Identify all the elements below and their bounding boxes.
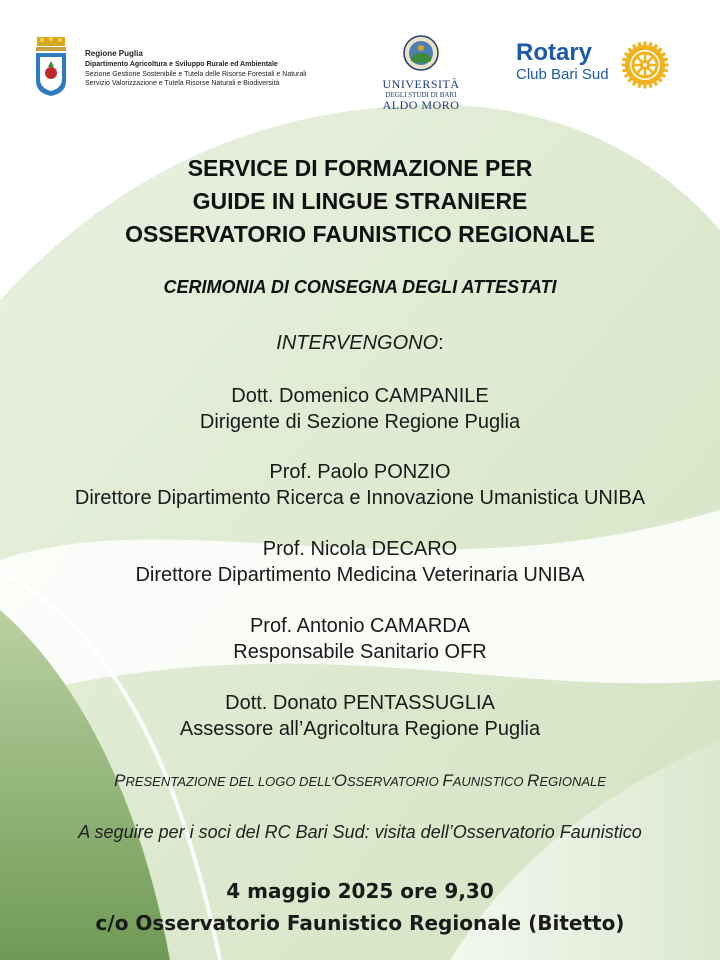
university-logo <box>372 35 470 111</box>
org-name: Regione Puglia <box>85 49 143 58</box>
rotary-logo <box>516 40 676 84</box>
ceremony-subtitle: CERIMONIA DI CONSEGNA DEGLI ATTESTATI <box>163 277 557 297</box>
title-line2: GUIDE IN LINGUE STRANIERE <box>192 188 528 214</box>
speaker-name: Dott. Domenico CAMPANILE <box>231 385 489 407</box>
section-name: Sezione Gestione Sostenibile e Tutela delle Risorse Forestali e Naturali <box>85 70 307 78</box>
logo-presentation: PRESENTAZIONE DEL LOGO DELL’OSSERVATORIO FAUNISTICO REGIONALE <box>114 771 606 790</box>
speaker-role: Dirigente di Sezione Regione Puglia <box>199 411 521 433</box>
speaker-4 <box>0 613 720 665</box>
event-date: 4 maggio 2025 ore 9,30 <box>226 879 494 903</box>
intervengono-colon: : <box>438 332 444 354</box>
speaker-name: Prof. Paolo PONZIO <box>269 461 451 483</box>
speaker-name: Dott. Donato PENTASSUGLIA <box>225 692 495 714</box>
university-line2: DEGLI STUDI DI BARI <box>385 91 457 99</box>
rotary-wheel-tooth <box>664 64 669 67</box>
speaker-2 <box>0 459 720 511</box>
speaker-name: Prof. Antonio CAMARDA <box>249 615 471 637</box>
rotary-wheel-tooth <box>644 42 647 47</box>
rotary-wheel-tooth <box>622 64 627 67</box>
speaker-role: Assessore all’Agricoltura Regione Puglia <box>179 718 541 740</box>
speaker-role: Responsabile Sanitario OFR <box>233 641 487 663</box>
title-line3: OSSERVATORIO FAUNISTICO REGIONALE <box>125 221 595 247</box>
university-seal-icon <box>403 35 439 71</box>
service-name: Servizio Valorizzazione e Tutela Risorse Naturali e Biodiversità <box>85 80 280 87</box>
rotary-wheel-tooth <box>644 84 647 89</box>
visit-note: A seguire per i soci del RC Bari Sud: visita dell’Osservatorio Faunistico <box>78 822 642 842</box>
university-line1: UNIVERSITÀ <box>382 77 460 91</box>
rotary-name: Rotary <box>516 39 593 66</box>
event-title <box>0 152 720 251</box>
department-name: Dipartimento Agricoltura e Sviluppo Rurale ed Ambientale <box>85 61 278 68</box>
speaker-role: Direttore Dipartimento Ricerca e Innovazione Umanistica UNIBA <box>74 487 646 509</box>
regione-puglia-header <box>85 48 345 89</box>
speaker-3 <box>0 536 720 588</box>
speaker-role: Direttore Dipartimento Medicina Veterinaria UNIBA <box>135 564 585 586</box>
title-line1: SERVICE DI FORMAZIONE PER <box>187 155 533 181</box>
intervengono-heading <box>0 332 720 355</box>
regione-puglia-crest-icon <box>34 37 68 97</box>
intervengono-label: INTERVENGONO <box>276 332 439 354</box>
university-line3: ALDO MORO <box>382 98 460 112</box>
speaker-name: Prof. Nicola DECARO <box>262 538 458 560</box>
rotary-club-name: Club Bari Sud <box>516 66 609 83</box>
speaker-1 <box>0 383 720 435</box>
event-location: c/o Osservatorio Faunistico Regionale (Bitetto) <box>95 911 625 935</box>
speaker-5 <box>0 690 720 742</box>
rotary-wheel-icon <box>620 40 670 90</box>
